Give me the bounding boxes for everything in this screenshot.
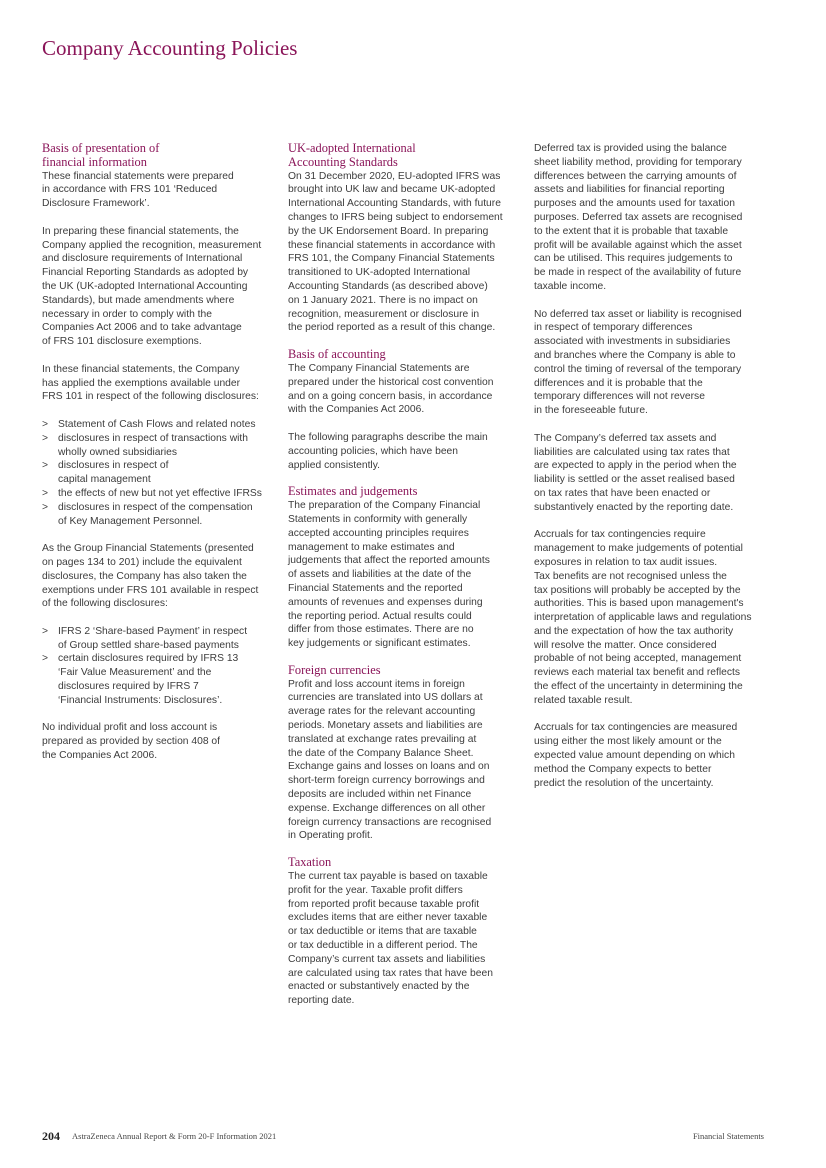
section-heading: Basis of presentation of financial information	[42, 141, 160, 169]
section-heading: Estimates and judgements	[288, 484, 418, 499]
paragraph: In preparing these financial statements, the Company applied the recognition, measurement and disclosure requirements of International Financial Reporting Standards as adopted by the UK (UK-adopted International Accounting Standards), but made amendments where necessary in order to comply with the Companies Act 2006 and to take advantage of FRS 101 disclosure exemptions.	[42, 225, 262, 348]
list-item-text: the effects of new but not yet effective IFRSs	[58, 487, 262, 499]
bullet-marker: >	[42, 460, 49, 472]
paragraph: The following paragraphs describe the main accounting policies, which have been applied consistently.	[288, 431, 488, 471]
paragraph: Profit and loss account items in foreign currencies are translated into US dollars at average rates for the relevant accounting periods. Monetary assets and liabilities are translated at exchange rates prevailing at the date of the Company Balance Sheet. Exchange gains and losses on loans and on short-term foreign currency borrowings and deposits are included within net Finance expense. Exchange differences on all other foreign currency transactions are recognised in Operating profit.	[288, 678, 492, 842]
column-2	[288, 142, 520, 1008]
section-heading: UK-adopted International Accounting Standards	[288, 141, 416, 169]
exemption-list	[42, 418, 274, 528]
list-item-text: disclosures in respect of transactions with wholly owned subsidiaries	[58, 432, 249, 458]
section-foreign-currencies	[288, 664, 520, 843]
column-1	[42, 142, 274, 763]
column-3	[534, 142, 766, 790]
paragraph: These financial statements were prepared in accordance with FRS 101 ‘Reduced Disclosure Framework’.	[42, 170, 234, 210]
list-item-text: certain disclosures required by IFRS 13 ‘Fair Value Measurement’ and the disclosures required by IFRS 7 ‘Financial Instruments: Disclosures’.	[58, 653, 239, 706]
paragraph: The preparation of the Company Financial Statements in conformity with generally accepted accounting principles requires management to make estimates and judgements that affect the reported amounts of assets and liabilities at the date of the Financial Statements and the reported amounts of revenues and expenses during the reporting period. Actual results could differ from those estimates. There are no key judgements or significant estimates.	[288, 500, 490, 650]
list-item-text: disclosures in respect of capital management	[58, 460, 169, 486]
section-heading: Basis of accounting	[288, 347, 386, 362]
bullet-marker: >	[42, 625, 49, 637]
list-item	[42, 501, 274, 529]
paragraph: No individual profit and loss account is prepared as provided by section 408 of the Companies Act 2006.	[42, 722, 221, 762]
section-heading: Taxation	[288, 855, 332, 870]
section-deferred-tax	[534, 142, 766, 790]
paragraph: On 31 December 2020, EU-adopted IFRS was brought into UK law and became UK-adopted International Accounting Standards, with future changes to IFRS being subject to endorsement by the UK Endorsement Board. In preparing these financial statements in accordance with FRS 101, the Company Financial Statements transitioned to UK-adopted International Accounting Standards (as described above) on 1 January 2021. There is no impact on recognition, measurement or disclosure in the period reported as a result of this change.	[288, 170, 503, 334]
page-footer	[42, 1129, 764, 1143]
section-uk-adopted-standards	[288, 142, 520, 335]
bullet-marker: >	[42, 653, 49, 665]
section-estimates-and-judgements	[288, 485, 520, 651]
list-item-text: Statement of Cash Flows and related notes	[58, 418, 256, 430]
page-title: Company Accounting Policies	[42, 36, 298, 60]
paragraph: Accruals for tax contingencies require management to make judgements of potential exposures in relation to tax audit issues. Tax benefits are not recognised unless the tax positions will probably be accepted by the authorities. This is based upon management's interpretation of applicable laws and regulations and the expectation of how the tax authority will resolve the matter. Once considered probable of not being accepted, management reviews each material tax benefit and reflects the effect of the uncertainty in determining the related taxable result.	[534, 529, 752, 706]
exemption-list-group	[42, 625, 274, 708]
paragraph: Deferred tax is provided using the balance sheet liability method, providing for temporary differences between the carrying amounts of assets and liabilities for financial reporting purposes and the amounts used for taxation purposes. Deferred tax assets are recognised to the extent that it is probable that taxable profit will be available against which the asset can be utilised. This requires judgements to be made in respect of the availability of future taxable income.	[534, 143, 743, 292]
bullet-marker: >	[42, 501, 49, 513]
paragraph: As the Group Financial Statements (presented on pages 134 to 201) include the equivalent disclosures, the Company has also taken the exemptions under FRS 101 available in respect of the following disclosures:	[42, 543, 259, 610]
page-number: 204	[42, 1129, 60, 1143]
paragraph: In these financial statements, the Company has applied the exemptions available under FRS 101 in respect of the following disclosures:	[42, 363, 259, 403]
paragraph: Accruals for tax contingencies are measured using either the most likely amount or the expected value amount depending on which method the Company expects to better predict the resolution of the uncertainty.	[534, 722, 738, 789]
section-taxation	[288, 856, 520, 1008]
paragraph: The Company’s deferred tax assets and liabilities are calculated using tax rates that are expected to apply in the period when the liability is settled or the asset realised based on tax rates that have been enacted or substantively enacted by the reporting date.	[534, 432, 737, 513]
list-item	[42, 459, 274, 487]
list-item	[42, 625, 274, 653]
bullet-marker: >	[42, 487, 49, 499]
list-item	[42, 487, 274, 501]
section-basis-of-presentation	[42, 142, 274, 763]
list-item-text: disclosures in respect of the compensation of Key Management Personnel.	[58, 501, 253, 527]
section-name: Financial Statements	[692, 1131, 764, 1141]
paragraph: The Company Financial Statements are prepared under the historical cost convention and on a going concern basis, in accordance with the Companies Act 2006.	[288, 362, 494, 416]
paragraph: No deferred tax asset or liability is recognised in respect of temporary differences associated with investments in subsidiaries and branches where the Company is able to control the timing of reversal of the temporary differences and it is probable that the temporary differences will not reverse in the foreseeable future.	[534, 308, 742, 417]
list-item-text: IFRS 2 ‘Share-based Payment’ in respect of Group settled share-based payments	[58, 625, 248, 651]
list-item	[42, 432, 274, 460]
list-item	[42, 418, 274, 432]
report-title: AstraZeneca Annual Report & Form 20-F Information 2021	[72, 1131, 277, 1141]
list-item	[42, 652, 274, 707]
section-heading: Foreign currencies	[288, 662, 381, 677]
section-basis-of-accounting	[288, 348, 520, 472]
bullet-marker: >	[42, 432, 49, 444]
bullet-marker: >	[42, 418, 49, 430]
paragraph: The current tax payable is based on taxable profit for the year. Taxable profit differs from reported profit because taxable profit excludes items that are either never taxable or tax deductible or items that are taxable or tax deductible in a different period. The Company’s current tax assets and liabilities are calculated using tax rates that have been enacted or substantively enacted by the reporting date.	[288, 871, 493, 1007]
